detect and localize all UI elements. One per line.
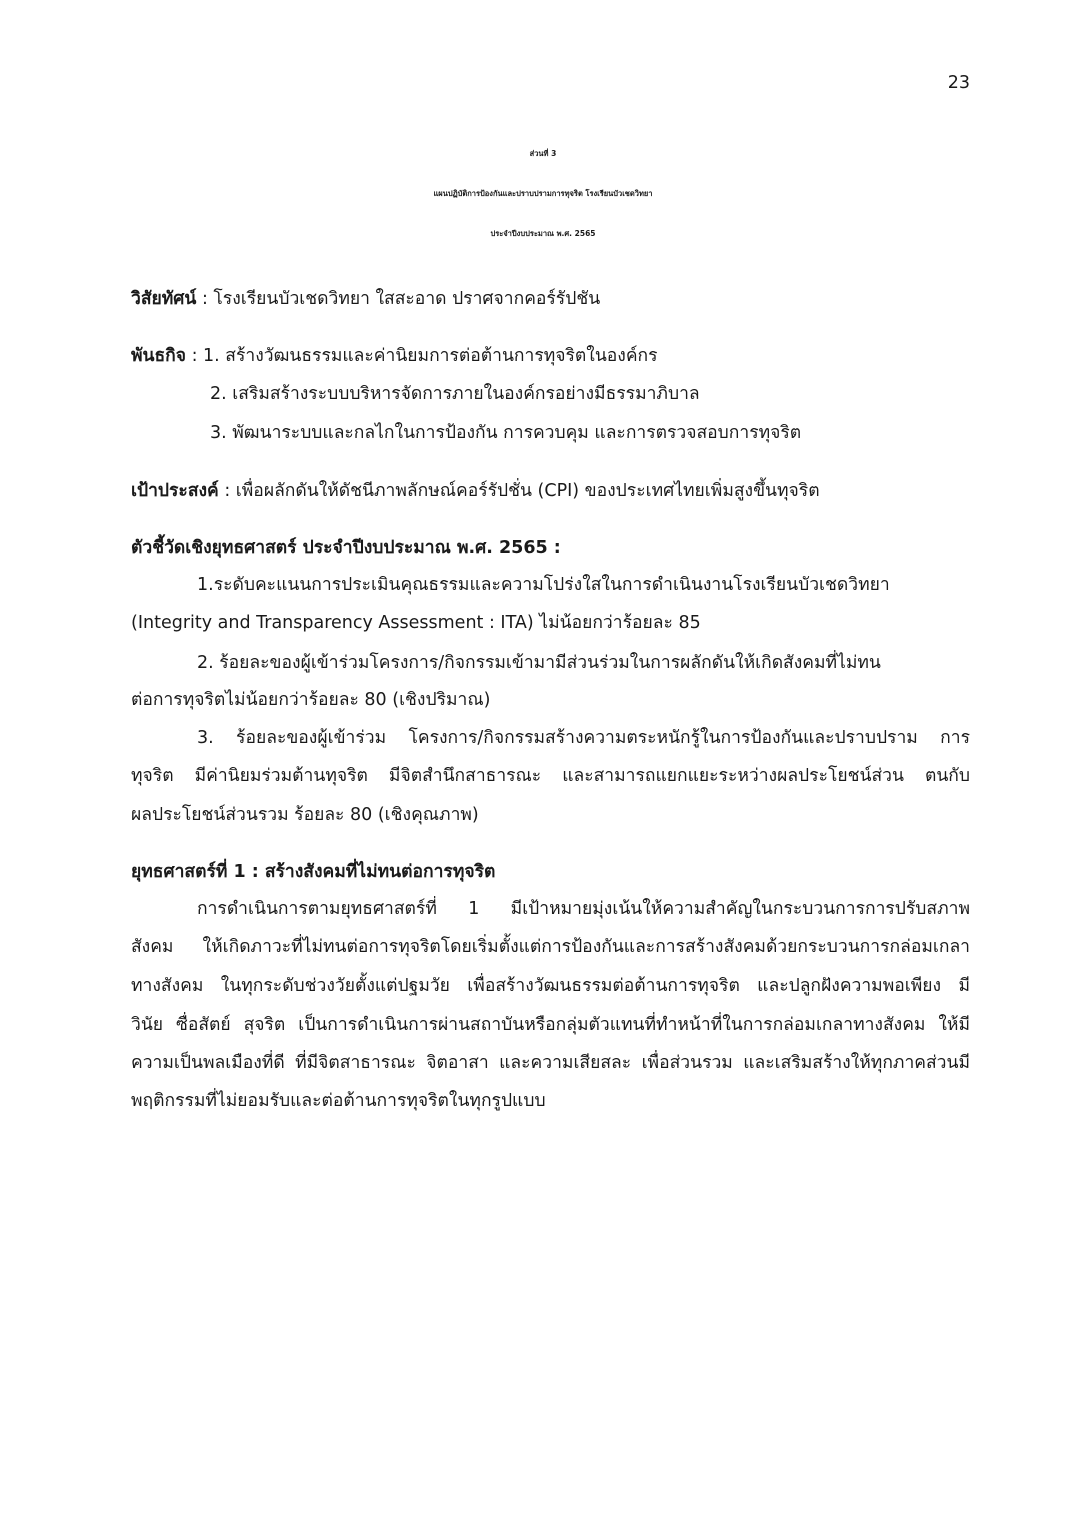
mission-label: พันธกิจ (131, 346, 187, 366)
strategy-line: พฤติกรรมที่ไม่ยอมรับและต่อต้านการทุจริตในทุกรูปแบบ (131, 1091, 546, 1111)
fiscal-year-title: ประจำปีงบประมาณ พ.ศ. 2565 (490, 229, 596, 238)
strategy-line: ความเป็นพลเมืองที่ดี ที่มีจิตสาธารณะ จิตอาสา และความเสียสละ เพื่อส่วนรวม และเสริมสร้างให้ทุกภาคส่วนมี (131, 1053, 970, 1073)
objective-label: เป้าประสงค์ (131, 481, 219, 501)
strategy-heading: ยุทธศาสตร์ที่ 1 : สร้างสังคมที่ไม่ทนต่อการทุจริต (131, 862, 496, 882)
document-title: แผนปฏิบัติการป้องกันและปราบปรามการทุจริต โรงเรียนบัวเชดวิทยา (433, 189, 653, 198)
indicator-line: 3. ร้อยละของผู้เข้าร่วม โครงการ/กิจกรรมสร้างความตระหนักรู้ในการป้องกันและปราบปราม การ (197, 728, 970, 748)
indicator-line: ผลประโยชน์ส่วนรวม ร้อยละ 80 (เชิงคุณภาพ) (131, 805, 479, 825)
strategy-line: วินัย ซื่อสัตย์ สุจริต เป็นการดำเนินการผ่านสถาบันหรือกลุ่มตัวแทนที่ทำหน้าที่ในการกล่อมเกลาทางสังคม ให้มี (131, 1015, 970, 1035)
mission-item: 3. พัฒนาระบบและกลไกในการป้องกัน การควบคุม และการตรวจสอบการทุจริต (210, 423, 802, 443)
indicator-line: 2. ร้อยละของผู้เข้าร่วมโครงการ/กิจกรรมเข้ามามีส่วนร่วมในการผลักดันให้เกิดสังคมที่ไม่ทน (197, 653, 881, 673)
strategy-line: ทางสังคม ในทุกระดับช่วงวัยตั้งแต่ปฐมวัย เพื่อสร้างวัฒนธรรมต่อต้านการทุจริต และปลูกฝังความพอเพียง มี (131, 976, 970, 996)
indicator-line: 1.ระดับคะแนนการประเมินคุณธรรมและความโปร่งใสในการดำเนินงานโรงเรียนบัวเชดวิทยา (197, 575, 890, 595)
vision-line (131, 284, 600, 312)
indicators-heading: ตัวชี้วัดเชิงยุทธศาสตร์ ประจำปีงบประมาณ พ.ศ. 2565 : (131, 538, 561, 558)
objective-text: : เพื่อผลักดันให้ดัชนีภาพลักษณ์คอร์รัปชั่น (CPI) ของประเทศไทยเพิ่มสูงขึ้นทุจริต (218, 481, 820, 501)
strategy-line: การดำเนินการตามยุทธศาสตร์ที่ 1 มีเป้าหมายมุ่งเน้นให้ความสำคัญในกระบวนการการปรับสภาพ (197, 899, 970, 919)
objective-line (131, 476, 820, 504)
indicator-line: ทุจริต มีค่านิยมร่วมต้านทุจริต มีจิตสำนึกสาธารณะ และสามารถแยกแยะระหว่างผลประโยชน์ส่วน ตนกับ (131, 766, 970, 786)
mission-item: 2. เสริมสร้างระบบบริหารจัดการภายในองค์กรอย่างมีธรรมาภิบาล (210, 384, 700, 404)
indicator-line: (Integrity and Transparency Assessment : ITA) ไม่น้อยกว่าร้อยละ 85 (131, 613, 701, 633)
vision-text: : โรงเรียนบัวเชดวิทยา ใสสะอาด ปราศจากคอร์รัปชัน (196, 289, 601, 309)
strategy-line: สังคม ให้เกิดภาวะที่ไม่ทนต่อการทุจริตโดยเริ่มตั้งแต่การป้องกันและการสร้างสังคมด้วยกระบวนการกล่อมเกลา (131, 937, 970, 957)
mission-item: : 1. สร้างวัฒนธรรมและค่านิยมการต่อต้านการทุจริตในองค์กร (186, 346, 658, 366)
mission-line-1 (131, 341, 658, 369)
indicator-line: ต่อการทุจริตไม่น้อยกว่าร้อยละ 80 (เชิงปริมาณ) (131, 690, 491, 710)
page-number: 23 (947, 73, 970, 93)
vision-label: วิสัยทัศน์ (131, 289, 197, 309)
section-title: ส่วนที่ 3 (529, 149, 557, 158)
